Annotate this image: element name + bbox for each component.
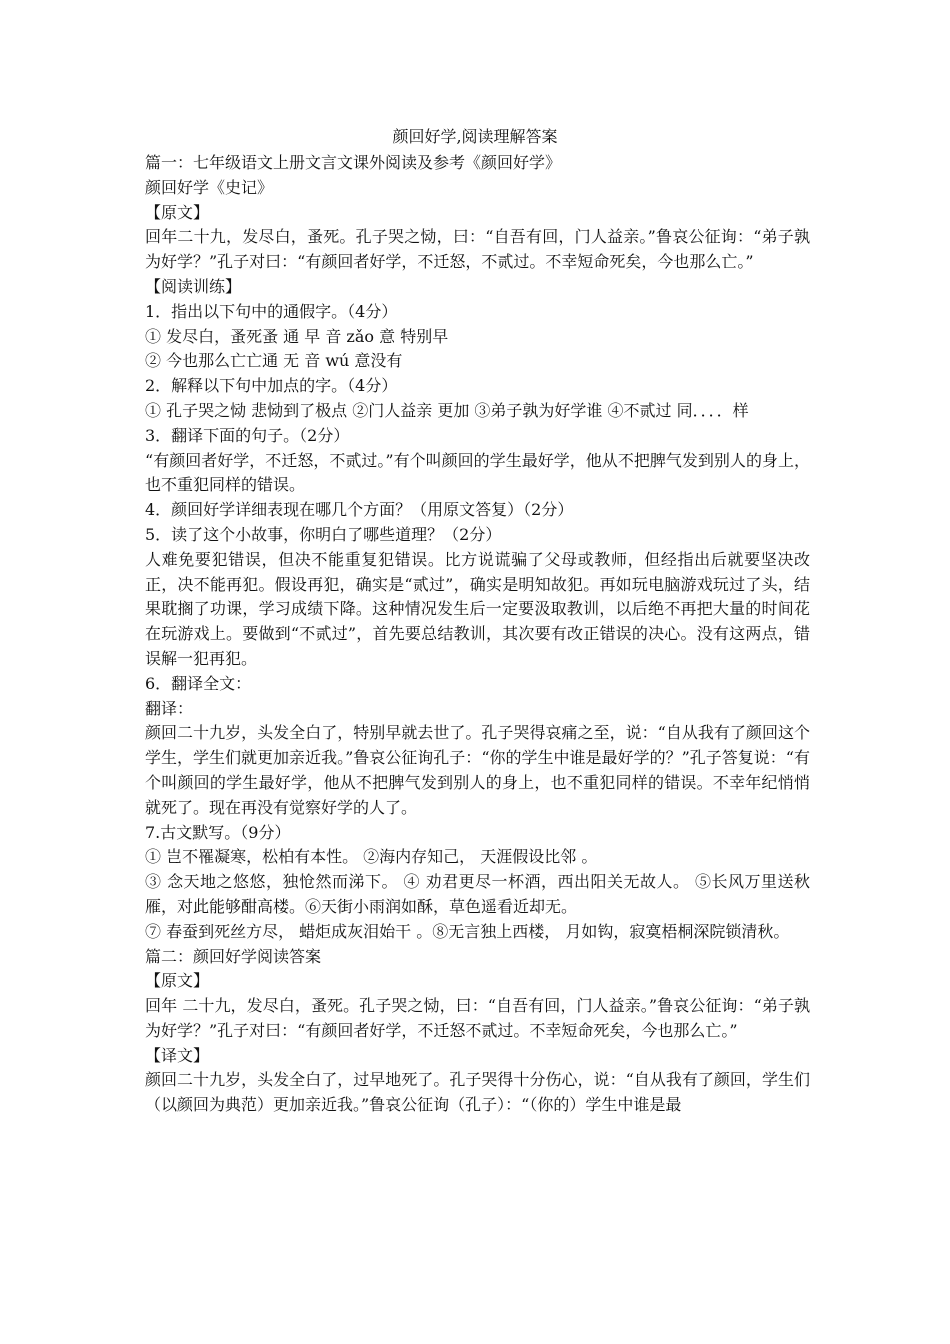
label-training: 【阅读训练】 <box>145 276 242 296</box>
paragraph: 回年二十九，发尽白，蚤死。孔子哭之恸，曰：“自吾有回，门人益亲。”鲁哀公征询：“弟子孰为好学？”孔子对曰：“有颜回者好学，不迁怒，不贰过。不幸短命死矣，今也那么亡。” <box>145 227 810 272</box>
answer-line: ③ 念天地之悠悠，独怆然而涕下。 ④ 劝君更尽一杯酒，西出阳关无故人。 ⑤长风万里送秋雁，对此能够酣高楼。⑥天街小雨润如酥，草色遥看近却无。 <box>145 872 810 916</box>
label-translation: 翻译： <box>145 698 194 718</box>
paragraph: 回年 二十九，发尽白，蚤死。孔子哭之恸，曰：“自吾有回，门人益亲。”鲁哀公征询：“弟子孰为好学？”孔子对曰：“有颜回者好学，不迁怒不贰过。不幸短命死矣，今也那么亡。” <box>145 996 810 1040</box>
label-original: 【原文】 <box>145 971 210 991</box>
paragraph: 颜回二十九岁，头发全白了，特别早就去世了。孔子哭得哀痛之至，说：“自从我有了颜回这个学生，学生们就更加亲近我。”鲁哀公征询孔子：“你的学生中谁是最好学的？”孔子答复说：“有个叫颜回的学生最好学，他从不把脾气发到别人的身上，也不重犯同样的错误。不幸年纪悄悄就死了。现在再没有觉察好学的人了。 <box>145 723 810 817</box>
label-translation: 【译文】 <box>145 1045 210 1065</box>
question: 2．解释以下句中加点的字。（4分） <box>145 376 398 396</box>
question: 6．翻译全文： <box>145 673 252 693</box>
question: 4．颜回好学详细表现在哪几个方面？（用原文答复）（2分） <box>145 500 574 520</box>
question: 7.古文默写。（9分） <box>145 822 291 842</box>
answer-line: ② 今也那么亡亡通 无 音 wú 意没有 <box>145 351 403 371</box>
section-heading: 篇一：七年级语文上册文言文课外阅读及参考《颜回好学》 <box>145 153 562 172</box>
answer-line: ① 发尽白，蚤死蚤 通 早 音 zǎo 意 特别早 <box>145 326 449 346</box>
label-original: 【原文】 <box>145 202 210 222</box>
question: 3．翻译下面的句子。（2分） <box>145 425 350 445</box>
answer-line: ⑦ 春蚕到死丝方尽， 蜡炬成灰泪始干 。⑧无言独上西楼， 月如钩，寂寞梧桐深院锁清秋。 <box>145 921 790 941</box>
paragraph: 人难免要犯错误，但决不能重复犯错误。比方说谎骗了父母或教师，但经指出后就要坚决改正，决不能再犯。假设再犯，确实是“贰过”，确实是明知故犯。再如玩电脑游戏玩过了头，结果耽搁了功课，学习成绩下降。这种情况发生后一定要汲取教训，以后绝不再把大量的时间花在玩游戏上。要做到“不贰过”，首先要总结教训，其次要有改正错误的决心。没有这两点，错误解一犯再犯。 <box>145 549 810 668</box>
subheading: 颜回好学《史记》 <box>145 177 274 197</box>
document-body <box>145 151 810 1118</box>
question: 1．指出以下句中的通假字。（4分） <box>145 301 398 321</box>
answer-line: ① 岂不罹凝寒，松柏有本性。 ②海内存知己， 天涯假设比邻 。 <box>145 847 598 867</box>
question: 5．读了这个小故事，你明白了哪些道理？（2分） <box>145 524 502 544</box>
answer-line: ① 孔子哭之恸 悲恸到了极点 ②门人益亲 更加 ③弟子孰为好学谁 ④不贰过 同．．．．样 <box>145 400 749 420</box>
paragraph: 颜回二十九岁，头发全白了，过早地死了。孔子哭得十分伤心，说：“自从我有了颜回，学生们（以颜回为典范）更加亲近我。”鲁哀公征询（孔子）：“（你的）学生中谁是最 <box>145 1070 810 1115</box>
document-title: 颜回好学,阅读理解答案 <box>392 127 558 146</box>
paragraph: “有颜回者好学，不迁怒，不贰过。”有个叫颜回的学生最好学，他从不把脾气发到别人的身上，也不重犯同样的错误。 <box>145 450 810 495</box>
section-heading: 篇二：颜回好学阅读答案 <box>145 946 322 966</box>
